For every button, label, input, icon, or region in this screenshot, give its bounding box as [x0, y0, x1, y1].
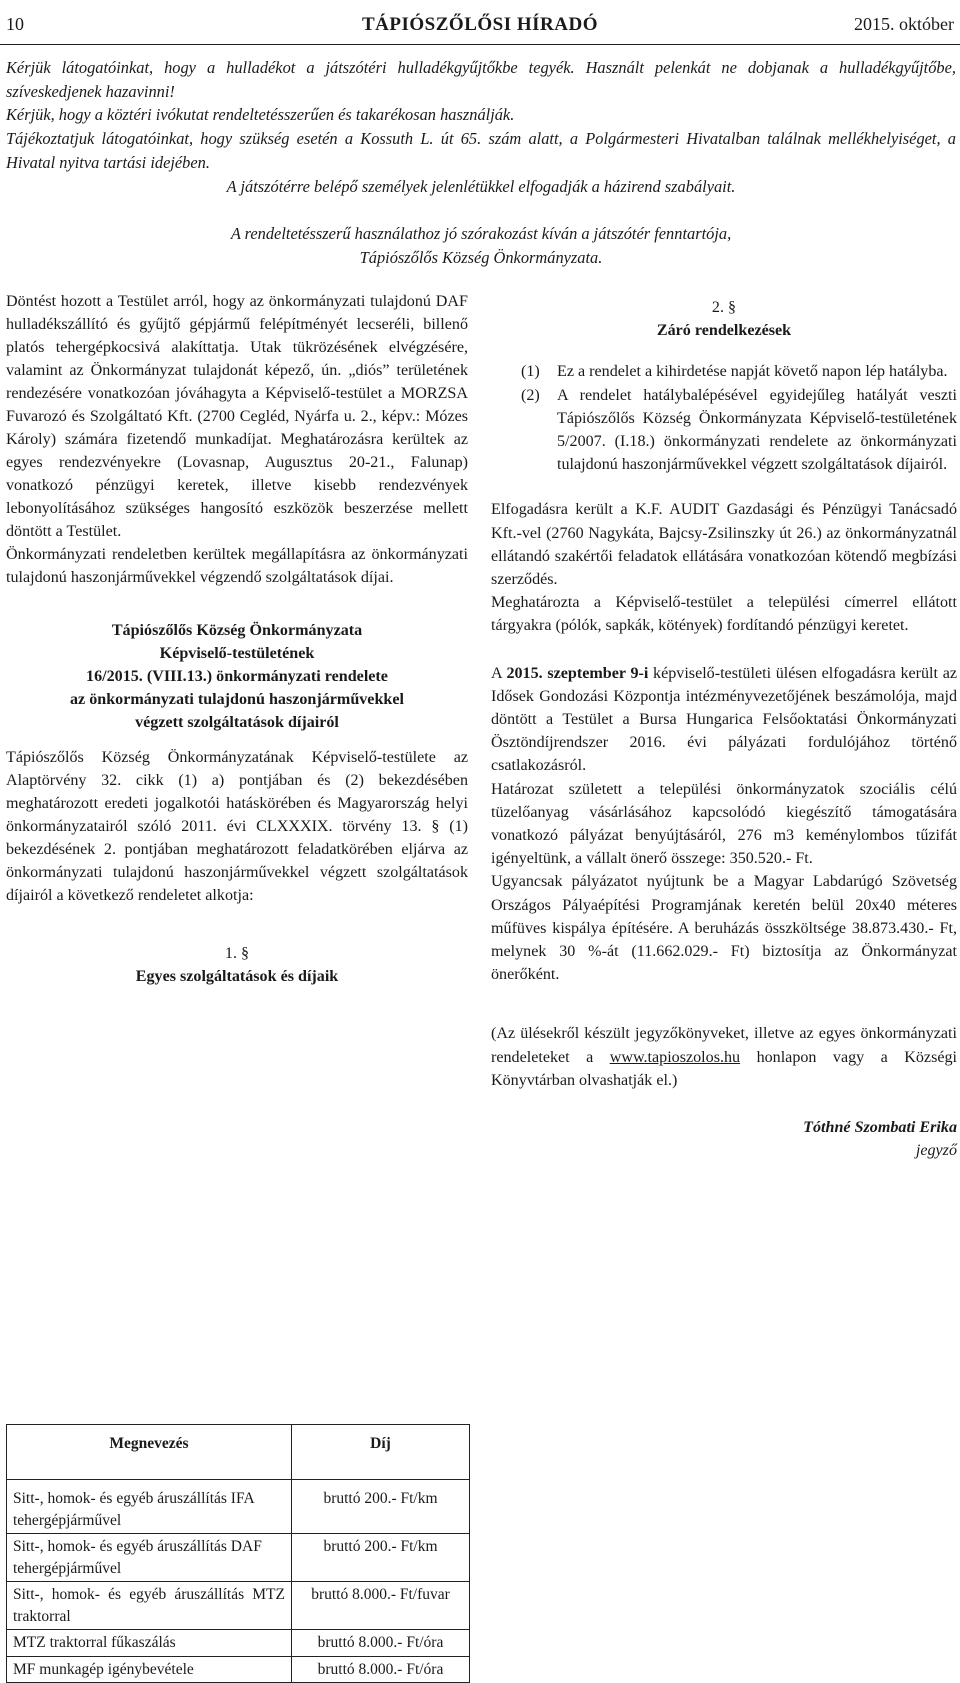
section-number: 1. § [224, 945, 250, 962]
news-paragraph: Elfogadásra került a K.F. AUDIT Gazdasági és Pénzügyi Tanácsadó Kft.-vel (2760 Nagykáta, Bajcsy-Zsilinszky út 26.) az önkormányzatnál ellátandó szakértői feladatok ellátására vonatkozóan kötendő megbízási szerződés. [491, 501, 957, 589]
notice-closing-line: A rendeltetésszerű használathoz jó szórakozást kíván a játszótér fenntartója, [230, 224, 732, 244]
section-number: 2. § [711, 299, 737, 316]
news-paragraph: Meghatározta a Képviselő-testület a települési címerrel ellátott tárgyakra (pólók, sapkák, kötények) fordítandó pénzügyi keretet. [491, 594, 957, 635]
service-fee: bruttó 8.000.- Ft/fuvar [292, 1582, 470, 1630]
table-row [7, 1582, 470, 1630]
table-header-row [7, 1425, 470, 1480]
provision-item [491, 360, 957, 383]
header-divider [0, 44, 960, 45]
closing-text: (Az ülésekről készült jegyzőkönyveket, illetve az egyes önkormányzati rendeleteket a [491, 1025, 957, 1066]
service-name: Sitt-, homok- és egyéb áruszállítás IFA tehergépjárművel [7, 1480, 292, 1534]
news-paragraph: Határozat született a települési önkormányzatok szociális célú tüzelőanyag vásárlásához kapcsolódó kiegészítő támogatására vonatkozó pályázat benyújtásáról, 276 m3 keménylombos tűzifát igényeltünk, a vállalt önerő összege: 350.520.- Ft. [491, 780, 957, 868]
decision-paragraph: Önkormányzati rendeletben kerültek megállapításra az önkormányzati tulajdonú haszonjárművekkel végzendő szolgáltatások díjai. [6, 546, 468, 586]
column-header-fee: Díj [292, 1425, 470, 1480]
decree-heading: Képviselő-testületének [159, 645, 315, 662]
section-title: Záró rendelkezések [656, 322, 792, 340]
decree-heading: Tápiószőlős Község Önkormányzata [111, 622, 363, 639]
news-paragraph: Ugyancsak pályázatot nyújtunk be a Magyar Labdarúgó Szövetség Országos Pályaépítési Programjának keretén belül 20x40 méteres műfüves kispálya építésére. A beruházás összköltsége 38.873.430.- Ft, melynek 30 %-át (11.662.029.- Ft) biztosítja az Önkormányzat önerőként. [491, 873, 957, 984]
provision-text: Ez a rendelet a kihirdetése napját követő napon lép hatályba. [557, 363, 948, 381]
service-name: MF munkagép igénybevétele [7, 1656, 292, 1683]
signature-name: Tóthné Szombati Erika [803, 1119, 957, 1137]
newspaper-title: TÁPIÓSZŐLŐSI HÍRADÓ [362, 14, 598, 35]
table-row [7, 1656, 470, 1683]
section-title: Egyes szolgáltatások és díjaik [135, 968, 339, 985]
decree-heading: az önkormányzati tulajdonú haszonjárművekkel [70, 691, 404, 708]
notice-paragraph: Kérjük látogatóinkat, hogy a hulladékot a játszótéri hulladékgyűjtőkbe tegyék. Használt pelenkát ne dobjanak a hulladékgyűjtőbe, szíveskedjenek hazavinni! [6, 58, 956, 101]
provision-number: (1) [521, 363, 540, 381]
column-header-name: Megnevezés [7, 1425, 292, 1480]
sept-text: képviselő-testületi ülésen elfogadásra került az Idősek Gondozási Központja intézményvezetőjének beszámolója, majd döntött a Testület a Bursa Hungarica Felsőoktatási Önkormányzati Ösztöndíjrendszer 2016. évi pályázati fordulójához történő csatlakozásról. [491, 664, 957, 775]
playground-notice [6, 56, 956, 270]
notice-paragraph: Tájékoztatjuk látogatóinkat, hogy szükség esetén a Kossuth L. út 65. szám alatt, a Polgármesteri Hivatalban találnak mellékhelyiséget, a Hivatal nyitva tartási idejében. [6, 129, 956, 172]
sept-date: 2015. szeptember 9-i [506, 664, 649, 682]
page-number: 10 [6, 14, 24, 34]
decree-preamble: Tápiószőlős Község Önkormányzatának Képviselő-testülete az Alaptörvény 32. cikk (1) a) pontjában és (2) bekezdésében meghatározott eredeti jogalkotói hatáskörében és Magyarország helyi önkormányzatairól szóló 2011. évi CLXXXIX. törvény 13. § (1) bekezdésének 2. pontjában meghatározott feladatkörében eljárva az önkormányzati tulajdonú haszonjárművekkel végzett szolgáltatások díjairól a következő rendeletet alkotja: [6, 749, 468, 904]
decree-heading: végzett szolgáltatások díjairól [135, 714, 339, 731]
service-fee: bruttó 8.000.- Ft/óra [292, 1656, 470, 1683]
notice-paragraph: Kérjük, hogy a köztéri ivókutat rendeltetésszerűen és takarékosan használják. [6, 105, 515, 125]
website-link[interactable]: www.tapioszolos.hu [609, 1048, 741, 1066]
table-row [7, 1480, 470, 1534]
service-name: Sitt-, homok- és egyéb áruszállítás MTZ traktorral [7, 1582, 292, 1630]
table-row [7, 1630, 470, 1657]
service-fee: bruttó 8.000.- Ft/óra [292, 1630, 470, 1657]
sept-prefix: A [491, 664, 502, 682]
fee-table [6, 1424, 470, 1683]
decree-heading: 16/2015. (VIII.13.) önkormányzati rendelete [86, 668, 388, 685]
right-column [491, 296, 957, 1163]
notice-closing-line: Tápiószőlős Község Önkormányzata. [359, 247, 603, 267]
provision-item [491, 384, 957, 477]
provision-text: A rendelet hatálybalépésével egyidejűleg hatályát veszti Tápiószőlős Község Önkormányzata Képviselő-testületének 5/2007. (I.18.) önkormányzati rendelete az önkormányzati tulajdonú haszonjárművekkel végzett szolgáltatások díjairól. [557, 386, 957, 474]
service-name: Sitt-, homok- és egyéb áruszállítás DAF tehergépjárművel [7, 1534, 292, 1582]
provision-number: (2) [521, 386, 540, 404]
left-column [6, 290, 468, 1678]
service-fee: bruttó 200.- Ft/km [292, 1480, 470, 1534]
decision-paragraph: Döntést hozott a Testület arról, hogy az önkormányzati tulajdonú DAF hulladékszállító és gyűjtő gépjármű felépítményét lecseréli, billenő platós tehergépkocsivá alakíttatja. Utak tükrözésének elvégzésére, valamint az Önkormányzat tulajdonát képező, ún. „diós” területének rendezésére vonatkozóan jóváhagyta a Képviselő-testület a MORZSA Fuvarozó és Szolgáltató Kft. (2700 Cegléd, Nyárfa u. 2., képv.: Mózes Károly) számára fizetendő munkadíjat. Meghatározásra kerültek az egyes rendezvényekre (Lovasnap, Augusztus 20-21., Falunap) vonatkozó pénzügyi keretek, illetve kisebb rendezvények lebonyolításához szükséges hangosító eszközök beszerzése mellett döntött a Testület. [6, 293, 468, 540]
notice-paragraph: A játszótérre belépő személyek jelenlétükkel elfogadják a házirend szabályait. [226, 176, 736, 196]
closing-text: honlapon vagy a Községi Könyvtárban olvashatják el.) [491, 1048, 957, 1089]
news-paragraph [491, 662, 957, 778]
table-row [7, 1534, 470, 1582]
signature-role: jegyző [915, 1142, 957, 1160]
issue-date: 2015. október [854, 14, 954, 34]
service-fee: bruttó 200.- Ft/km [292, 1534, 470, 1582]
closing-note [491, 1022, 957, 1092]
service-name: MTZ traktorral fűkaszálás [7, 1630, 292, 1657]
page-header [0, 0, 960, 50]
